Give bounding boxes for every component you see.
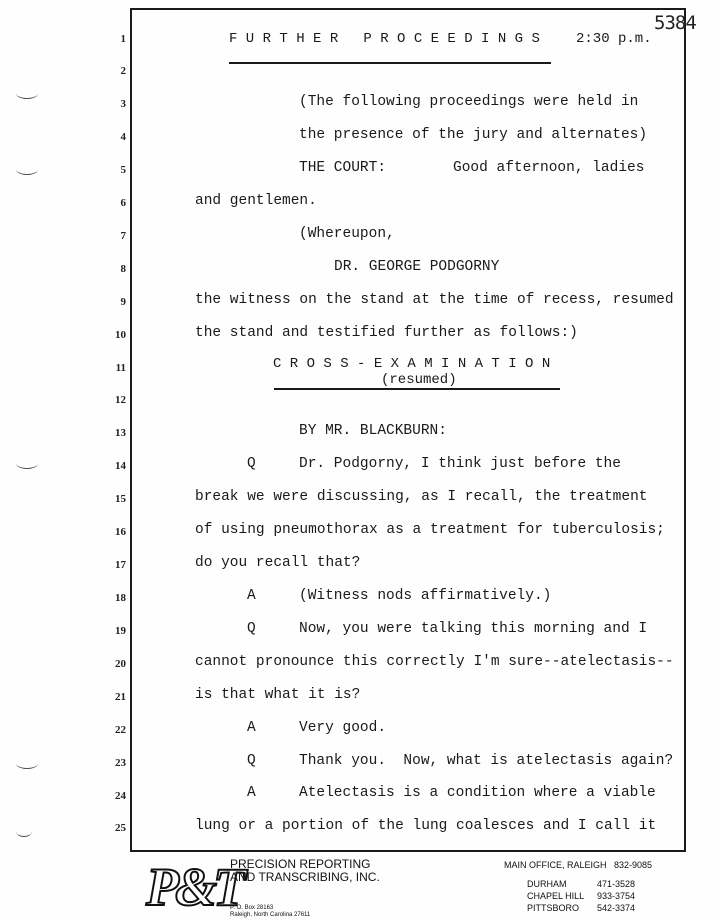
line-number: 22 <box>115 724 126 736</box>
line-number: 24 <box>115 790 126 802</box>
line-number: 21 <box>115 691 126 703</box>
line-number: 7 <box>120 230 126 242</box>
transcript-line: cannot pronounce this correctly I'm sure--atelectasis-- <box>195 654 674 670</box>
line-number: 13 <box>115 427 126 439</box>
transcript-line: Atelectasis is a condition where a viable <box>299 785 656 801</box>
binder-mark <box>16 88 38 99</box>
line-number: 6 <box>120 197 126 209</box>
answer-marker: A <box>247 720 256 736</box>
transcript-line: lung or a portion of the lung coalesces and I call it <box>195 818 657 834</box>
question-marker: Q <box>247 456 256 472</box>
line-number: 15 <box>115 493 126 505</box>
transcript-line: Thank you. Now, what is atelectasis again? <box>299 753 674 769</box>
office-phone: 471-3528 <box>597 879 636 889</box>
firm-city: Raleigh, North Carolina 27611 <box>230 912 311 918</box>
transcript-line: do you recall that? <box>195 555 361 571</box>
witness-name: DR. GEORGE PODGORNY <box>334 259 500 275</box>
page-border-left <box>130 8 132 850</box>
reporter-footer <box>0 852 720 921</box>
transcript-line: Good afternoon, ladies <box>453 160 645 176</box>
answer-marker: A <box>247 785 256 801</box>
line-number: 20 <box>115 658 126 670</box>
transcript-line: the witness on the stand at the time of recess, resumed <box>195 292 674 308</box>
line-number: 14 <box>115 460 126 472</box>
question-marker: Q <box>247 621 256 637</box>
page-border-right <box>684 8 686 850</box>
transcript-line: (The following proceedings were held in <box>299 94 639 110</box>
po-box: P. O. Box 28163 <box>230 905 274 911</box>
line-number: 3 <box>120 98 126 110</box>
transcript-line: the presence of the jury and alternates) <box>299 127 648 143</box>
transcript-line: and gentlemen. <box>195 193 317 209</box>
office-phone: 933-3754 <box>597 891 636 901</box>
page-number: 5384 <box>654 12 696 34</box>
line-number: 18 <box>115 592 126 604</box>
page-border-top <box>130 8 686 10</box>
office-city: DURHAM <box>527 879 567 889</box>
question-marker: Q <box>247 753 256 769</box>
transcript-line: (Witness nods affirmatively.) <box>299 588 552 604</box>
line-number: 2 <box>120 65 126 77</box>
binder-mark <box>16 164 38 175</box>
office-city: PITTSBORO <box>527 903 580 913</box>
line-number: 11 <box>115 362 126 374</box>
line-number: 16 <box>115 526 126 538</box>
transcript-line: Now, you were talking this morning and I <box>299 621 648 637</box>
transcript-line: the stand and testified further as follows:) <box>195 325 578 341</box>
firm-name-line2: AND TRANSCRIBING, INC. <box>230 870 380 884</box>
section-heading: F U R T H E R P R O C E E D I N G S <box>229 31 540 47</box>
examination-underline <box>274 388 560 390</box>
office-city: CHAPEL HILL <box>527 891 585 901</box>
transcript-line: break we were discussing, as I recall, the treatment <box>195 489 648 505</box>
binder-mark <box>16 826 32 837</box>
line-number: 17 <box>115 559 126 571</box>
transcript-line: of using pneumothorax as a treatment for tuberculosis; <box>195 522 665 538</box>
line-number: 8 <box>120 263 126 275</box>
examiner-label: BY MR. BLACKBURN: <box>299 423 447 439</box>
binder-mark <box>16 758 38 769</box>
company-logo: P&T <box>146 857 242 917</box>
examination-heading: C R O S S - E X A M I N A T I O N <box>273 356 551 372</box>
main-office: MAIN OFFICE, RALEIGH 832-9085 <box>504 860 653 870</box>
transcript-line: (Whereupon, <box>299 226 395 242</box>
line-number: 1 <box>120 33 126 45</box>
transcript-line: is that what it is? <box>195 687 361 703</box>
line-number: 4 <box>120 131 126 143</box>
transcript-line: Very good. <box>299 720 387 736</box>
firm-name-line1: PRECISION REPORTING <box>230 857 371 871</box>
binder-mark <box>16 458 38 469</box>
line-number: 25 <box>115 822 126 834</box>
answer-marker: A <box>247 588 256 604</box>
heading-underline <box>229 62 551 64</box>
speaker-label: THE COURT: <box>299 160 387 176</box>
line-number: 9 <box>120 296 126 308</box>
firm-name <box>230 858 380 884</box>
transcript-line: Dr. Podgorny, I think just before the <box>299 456 621 472</box>
line-number: 19 <box>115 625 126 637</box>
session-time: 2:30 p.m. <box>576 31 652 47</box>
line-number: 12 <box>115 394 126 406</box>
line-number: 23 <box>115 757 126 769</box>
line-number: 10 <box>115 329 126 341</box>
examination-subheading: (resumed) <box>381 372 457 388</box>
office-phone: 542-3374 <box>597 903 636 913</box>
line-number: 5 <box>120 164 126 176</box>
